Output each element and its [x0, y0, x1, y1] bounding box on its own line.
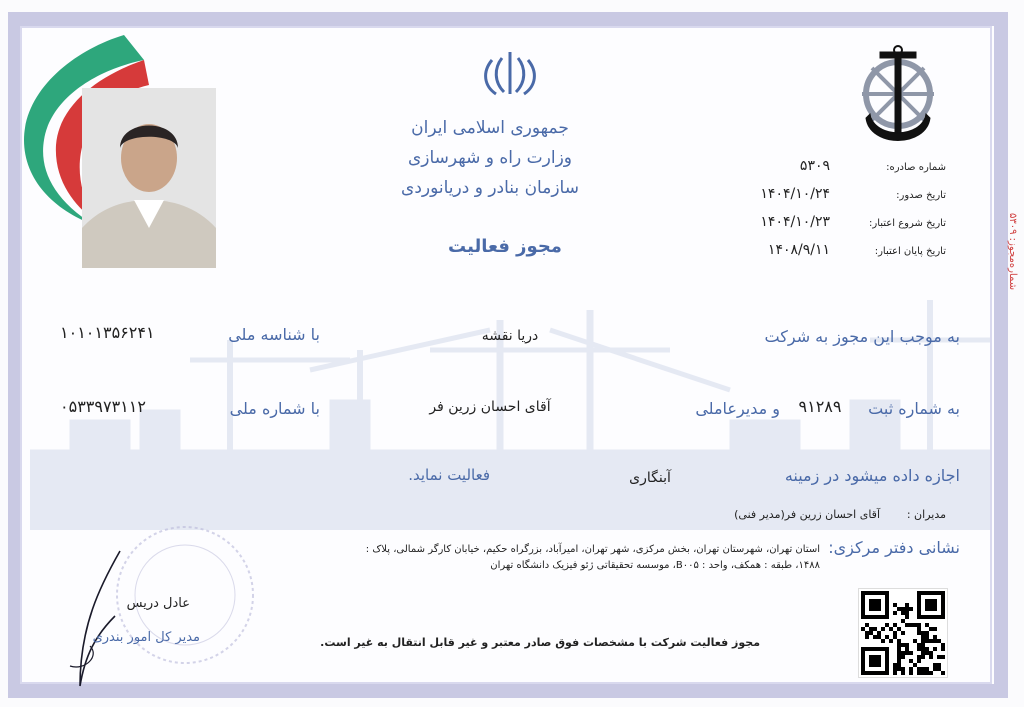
valid-to-label: تاریخ پایان اعتبار:	[874, 246, 946, 257]
registration-value: ۹۱۲۸۹	[798, 397, 842, 416]
qr-code-icon	[859, 589, 947, 677]
ceo-label: و مدیرعاملی	[695, 399, 780, 418]
field-outro: فعالیت نماید.	[408, 466, 490, 484]
issue-number-value: ۵۳۰۹	[799, 158, 830, 174]
address-line-2: ۱۴۸۸، طبقه : همکف، واحد : B۰۰۵، موسسه تحقیقاتی ژئو فیزیک دانشگاه تهران	[490, 560, 820, 571]
side-permit-number: شماره‌مجوز: ۵۳۰۹	[1007, 212, 1018, 290]
valid-to-value: ۱۴۰۸/۹/۱۱	[767, 242, 830, 258]
national-id-value: ۱۰۱۰۱۳۵۶۲۴۱	[60, 323, 155, 342]
registration-label: به شماره ثبت	[868, 399, 960, 418]
iran-emblem-icon	[480, 48, 540, 98]
valid-from-label: تاریخ شروع اعتبار:	[869, 218, 946, 229]
ceo-national-label: با شماره ملی	[229, 399, 320, 418]
qr-code[interactable]	[858, 588, 948, 678]
field-value: آبنگاری	[629, 470, 671, 486]
footer-note: مجوز فعالیت شرکت با مشخصات فوق صادر معتبر و غیر قابل انتقال به غیر است.	[320, 636, 760, 649]
ports-anchor-logo-icon	[856, 44, 940, 154]
company-intro: به موجب این مجوز به شرکت	[764, 327, 960, 346]
national-id-label: با شناسه ملی	[228, 325, 320, 344]
issue-date-label: تاریخ صدور:	[896, 190, 946, 201]
stamp-seal	[110, 520, 260, 670]
signatory-title: مدیر کل امور بندری	[92, 630, 200, 645]
managers-label: مدیران :	[906, 508, 946, 521]
managers-value: آقای احسان زرین فر(مدیر فنی)	[734, 508, 880, 521]
header-country: جمهوری اسلامی ایران	[411, 118, 569, 138]
applicant-photo	[82, 88, 216, 268]
field-intro: اجازه داده میشود در زمینه	[784, 466, 960, 485]
header-organization: سازمان بنادر و دریانوردی	[401, 178, 579, 198]
valid-from-value: ۱۴۰۴/۱۰/۲۳	[760, 214, 830, 230]
ceo-national-value: ۰۵۳۳۹۷۳۱۱۲	[60, 397, 146, 416]
signatory-name: عادل دریس	[126, 596, 190, 611]
person-portrait-icon	[82, 88, 216, 268]
issue-number-label: شماره صادره:	[886, 162, 946, 173]
ceo-name: آقای احسان زرین فر	[429, 399, 551, 415]
page-title: مجوز فعالیت	[448, 236, 562, 257]
address-label: نشانی دفتر مرکزی:	[828, 538, 960, 557]
issue-date-value: ۱۴۰۴/۱۰/۲۴	[760, 186, 830, 202]
company-name: دریا نقشه	[481, 328, 539, 344]
header-ministry: وزارت راه و شهرسازی	[407, 148, 572, 168]
address-line-1: استان تهران، شهرستان تهران، بخش مرکزی، شهر تهران، امیرآباد، بزرگراه حکیم، خیابان کارگر شمالی، پلاک :	[365, 544, 820, 555]
